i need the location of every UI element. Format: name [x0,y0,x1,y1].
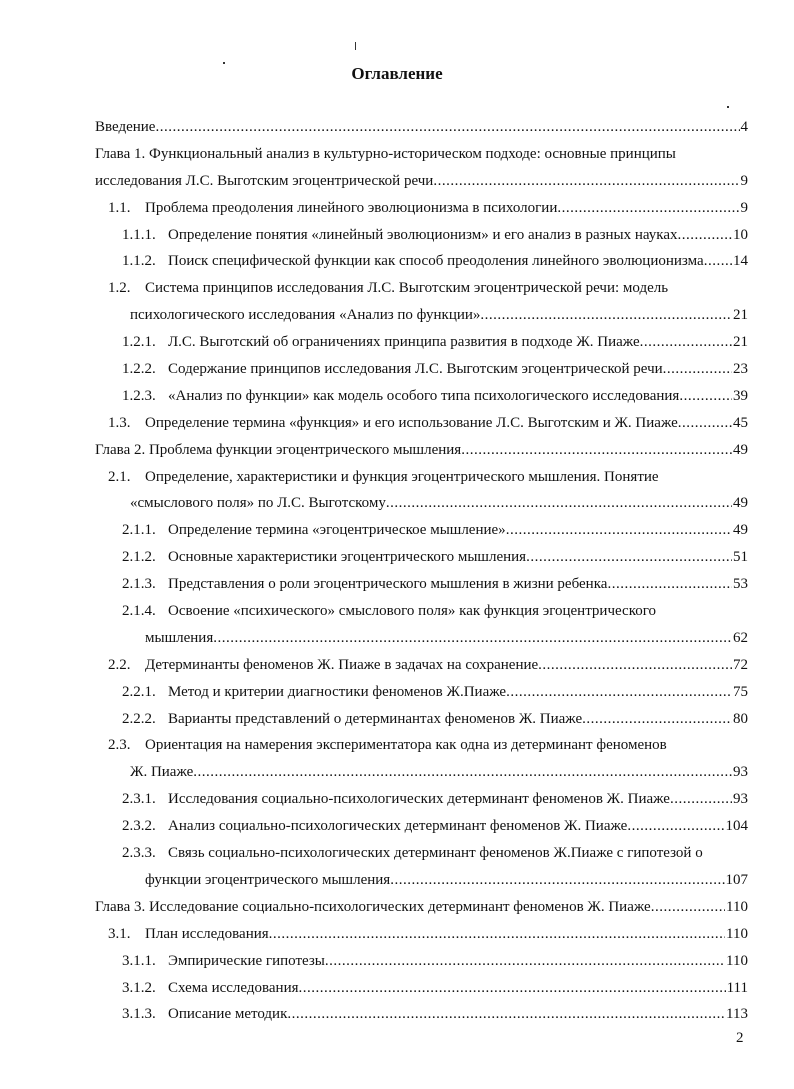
dot-leader [663,356,732,383]
toc-entry-number: 2.1.1. [122,522,156,539]
toc-entry-content [95,894,748,921]
toc-entry-title: «Анализ по функции» как модель особого типа психологического исследования [168,387,680,404]
toc-entry-content [145,625,748,652]
toc-entry-line [0,248,794,275]
toc-entry-page: 72 [733,656,748,673]
toc-entry-title: Содержание принципов исследования Л.С. Выготским эгоцентрической речи [168,361,663,378]
toc-entry-number: 1.1.1. [122,226,156,243]
dot-leader [538,652,732,679]
toc-entry-number: 2.3.1. [122,791,156,808]
toc-entry-page: 21 [733,334,748,351]
toc-entry-content [122,813,748,840]
toc-entry-content [108,921,748,948]
toc-entry-line [0,222,794,249]
toc-entry-content [108,410,748,437]
toc-entry-line [0,813,794,840]
toc-entry-line [0,195,794,222]
toc-entry-content [122,544,748,571]
dot-leader [627,813,724,840]
toc-entry-page: 62 [733,629,748,646]
toc-entry-page: 104 [725,818,748,835]
dot-leader [213,625,732,652]
toc-entry-page: 113 [726,1006,748,1023]
toc-entry-line [0,948,794,975]
toc-entry-title: Детерминанты феноменов Ж. Пиаже в задачах на сохранение [145,656,539,673]
page-title: Оглавление [351,64,443,83]
toc-entry-number: 1.2.2. [122,361,156,378]
toc-entry-line [0,544,794,571]
toc-entry-page: 93 [733,791,748,808]
toc-entry-line [0,383,794,410]
toc-entry-line [0,329,794,356]
toc-entry-line [0,1001,794,1028]
toc-entry-number: 2.1. [108,468,131,485]
toc-entry-content [145,867,748,894]
toc-entry-content [122,840,748,867]
dot-leader [678,222,732,249]
toc-entry-content [122,356,748,383]
dot-leader [480,302,732,329]
toc-entry-number: 1.2.3. [122,387,156,404]
toc-entry-content [122,329,748,356]
toc-entry-number: 1.2. [108,280,131,297]
toc-entry-title: Варианты представлений о детерминантах феноменов Ж. Пиаже [168,710,583,727]
toc-entry-line [0,652,794,679]
toc-entry-content [108,464,748,491]
toc-entry-title: Анализ социально-психологических детерминант феноменов Ж. Пиаже [168,818,628,835]
toc-entry-content [130,490,748,517]
dot-leader [607,571,732,598]
dot-leader [386,490,732,517]
toc-entry-page: 9 [740,199,748,216]
toc-entry-line [0,706,794,733]
toc-entry-number: 2.1.4. [122,603,156,620]
toc-entry-line [0,679,794,706]
toc-entry-line [0,894,794,921]
dot-leader [679,383,732,410]
toc-entry-number: 2.3.2. [122,818,156,835]
toc-entry-content [122,975,748,1002]
toc-entry-line [0,410,794,437]
toc-entry-page: 21 [733,307,748,324]
toc-entry-page: 93 [733,764,748,781]
toc-entry-title: Определение понятия «линейный эволюционизм» и его анализ в разных науках [168,226,678,243]
toc-entry-content [122,383,748,410]
dot-leader [269,921,725,948]
toc-entry-content [122,517,748,544]
toc-entry-page: 110 [726,925,748,942]
toc-entry-line [0,625,794,652]
toc-entry-page: 111 [726,979,748,996]
toc-entry-number: 2.2.1. [122,683,156,700]
toc-entry-line [0,921,794,948]
dot-leader [193,759,732,786]
toc-entry-number: 2.2.2. [122,710,156,727]
toc-entry-line [0,490,794,517]
toc-entry-title: Ориентация на намерения экспериментатора как одна из детерминант феноменов [145,737,667,754]
toc-entry-content [122,248,748,275]
toc-entry-page: 107 [725,871,748,888]
toc-entry-title: Схема исследования [168,979,299,996]
toc-entry-line [0,464,794,491]
toc-entry-content [122,598,748,625]
dot-leader [155,114,739,141]
toc-entry-number: 3.1.3. [122,1006,156,1023]
toc-entry-title: Представления о роли эгоцентрического мышления в жизни ребенка [168,576,608,593]
table-of-contents [0,114,794,1028]
toc-entry-content [95,114,748,141]
toc-entry-number: 1.1.2. [122,253,156,270]
dot-leader [390,867,724,894]
toc-entry-title: Метод и критерии диагностики феноменов Ж.Пиаже [168,683,507,700]
toc-entry-number: 2.1.2. [122,549,156,566]
toc-entry-line [0,840,794,867]
toc-entry-title: исследования Л.С. Выготским эгоцентрической речи [95,172,434,189]
toc-entry-title: Введение [95,119,156,135]
toc-entry-line [0,275,794,302]
toc-entry-content [95,141,748,168]
page-number: 2 [736,1030,744,1046]
dot-leader [433,168,739,195]
toc-entry-line [0,114,794,141]
toc-entry-title: Глава 1. Функциональный анализ в культурно-историческом подходе: основные принципы [95,145,676,162]
toc-entry-title: Поиск специфической функции как способ преодоления линейного эволюционизма [168,253,704,270]
toc-entry-content [122,1001,748,1028]
toc-entry-page: 75 [733,683,748,700]
toc-entry-line [0,168,794,195]
dot-leader [461,437,732,464]
toc-entry-number: 2.1.3. [122,576,156,593]
toc-entry-page: 14 [733,253,748,270]
dot-leader [678,410,732,437]
toc-entry-page: 49 [733,495,748,512]
toc-entry-content [108,732,748,759]
toc-entry-page: 23 [733,361,748,378]
toc-entry-title: Эмпирические гипотезы [168,952,325,969]
toc-entry-line [0,141,794,168]
toc-entry-line [0,571,794,598]
scan-speck [355,42,356,50]
toc-entry-title: Исследования социально-психологических детерминант феноменов Ж. Пиаже [168,791,670,808]
toc-entry-number: 1.3. [108,414,131,431]
toc-entry-page: 39 [733,387,748,404]
toc-entry-line [0,759,794,786]
toc-entry-title: Ж. Пиаже [130,764,194,781]
toc-entry-title: Глава 2. Проблема функции эгоцентрического мышления [95,441,462,458]
toc-entry-content [108,275,748,302]
toc-entry-title: Освоение «психического» смыслового поля» как функция эгоцентрического [168,603,656,620]
toc-entry-number: 2.2. [108,656,131,673]
dot-leader [651,894,725,921]
toc-entry-page: 49 [733,522,748,539]
toc-entry-title: Описание методик [168,1006,288,1023]
dot-leader [704,248,732,275]
toc-entry-content [95,168,748,195]
toc-entry-content [122,679,748,706]
scan-speck [727,106,729,108]
toc-entry-line [0,786,794,813]
toc-entry-number: 2.3.3. [122,845,156,862]
toc-entry-page: 10 [733,226,748,243]
toc-entry-content [122,222,748,249]
dot-leader [506,679,732,706]
toc-entry-title: Определение термина «функция» и его использование Л.С. Выготским и Ж. Пиаже [145,414,678,431]
toc-entry-title: Л.С. Выготский об ограничениях принципа развития в подходе Ж. Пиаже [168,334,640,351]
toc-entry-title: мышления [145,629,214,646]
dot-leader [325,948,725,975]
toc-entry-line [0,437,794,464]
toc-entry-content [95,437,748,464]
toc-entry-number: 1.1. [108,199,131,216]
toc-entry-page: 4 [740,119,748,135]
toc-entry-line [0,302,794,329]
toc-entry-content [108,652,748,679]
toc-entry-title: Определение, характеристики и функция эгоцентрического мышления. Понятие [145,468,659,485]
toc-entry-number: 2.3. [108,737,131,754]
toc-entry-page: 49 [733,441,748,458]
toc-entry-line [0,598,794,625]
toc-entry-number: 3.1.1. [122,952,156,969]
toc-entry-content [108,195,748,222]
dot-leader [640,329,732,356]
toc-entry-content [130,302,748,329]
toc-entry-page: 45 [733,414,748,431]
toc-entry-number: 3.1. [108,925,131,942]
toc-entry-title: Основные характеристики эгоцентрического мышления [168,549,527,566]
toc-entry-line [0,517,794,544]
toc-entry-page: 80 [733,710,748,727]
toc-entry-title: Система принципов исследования Л.С. Выготским эгоцентрической речи: модель [145,280,669,297]
toc-entry-page: 110 [726,952,748,969]
toc-entry-line [0,732,794,759]
scan-speck [223,62,225,64]
toc-entry-title: Связь социально-психологических детерминант феноменов Ж.Пиаже с гипотезой о [168,845,703,862]
toc-entry-line [0,867,794,894]
toc-entry-page: 110 [726,898,748,915]
toc-entry-title: Определение термина «эгоцентрическое мышление» [168,522,506,539]
toc-entry-title: психологического исследования «Анализ по функции» [130,307,481,324]
toc-entry-title: Проблема преодоления линейного эволюционизма в психологии [145,199,558,216]
toc-entry-number: 1.2.1. [122,334,156,351]
dot-leader [506,517,732,544]
dot-leader [582,706,732,733]
toc-entry-page: 51 [733,549,748,566]
dot-leader [670,786,732,813]
toc-entry-title: «смыслового поля» по Л.С. Выготскому [130,495,386,512]
toc-entry-content [122,706,748,733]
toc-entry-content [122,786,748,813]
dot-leader [299,975,726,1002]
dot-leader [287,1001,725,1028]
toc-entry-content [122,948,748,975]
toc-entry-title: Глава 3. Исследование социально-психологических детерминант феноменов Ж. Пиаже [95,898,651,915]
toc-entry-content [130,759,748,786]
toc-entry-page: 9 [740,172,748,189]
toc-entry-title: функции эгоцентрического мышления [145,871,391,888]
dot-leader [526,544,732,571]
toc-entry-content [122,571,748,598]
toc-entry-page: 53 [733,576,748,593]
dot-leader [557,195,739,222]
toc-entry-line [0,356,794,383]
toc-entry-line [0,975,794,1002]
toc-entry-number: 3.1.2. [122,979,156,996]
toc-entry-title: План исследования [145,925,269,942]
